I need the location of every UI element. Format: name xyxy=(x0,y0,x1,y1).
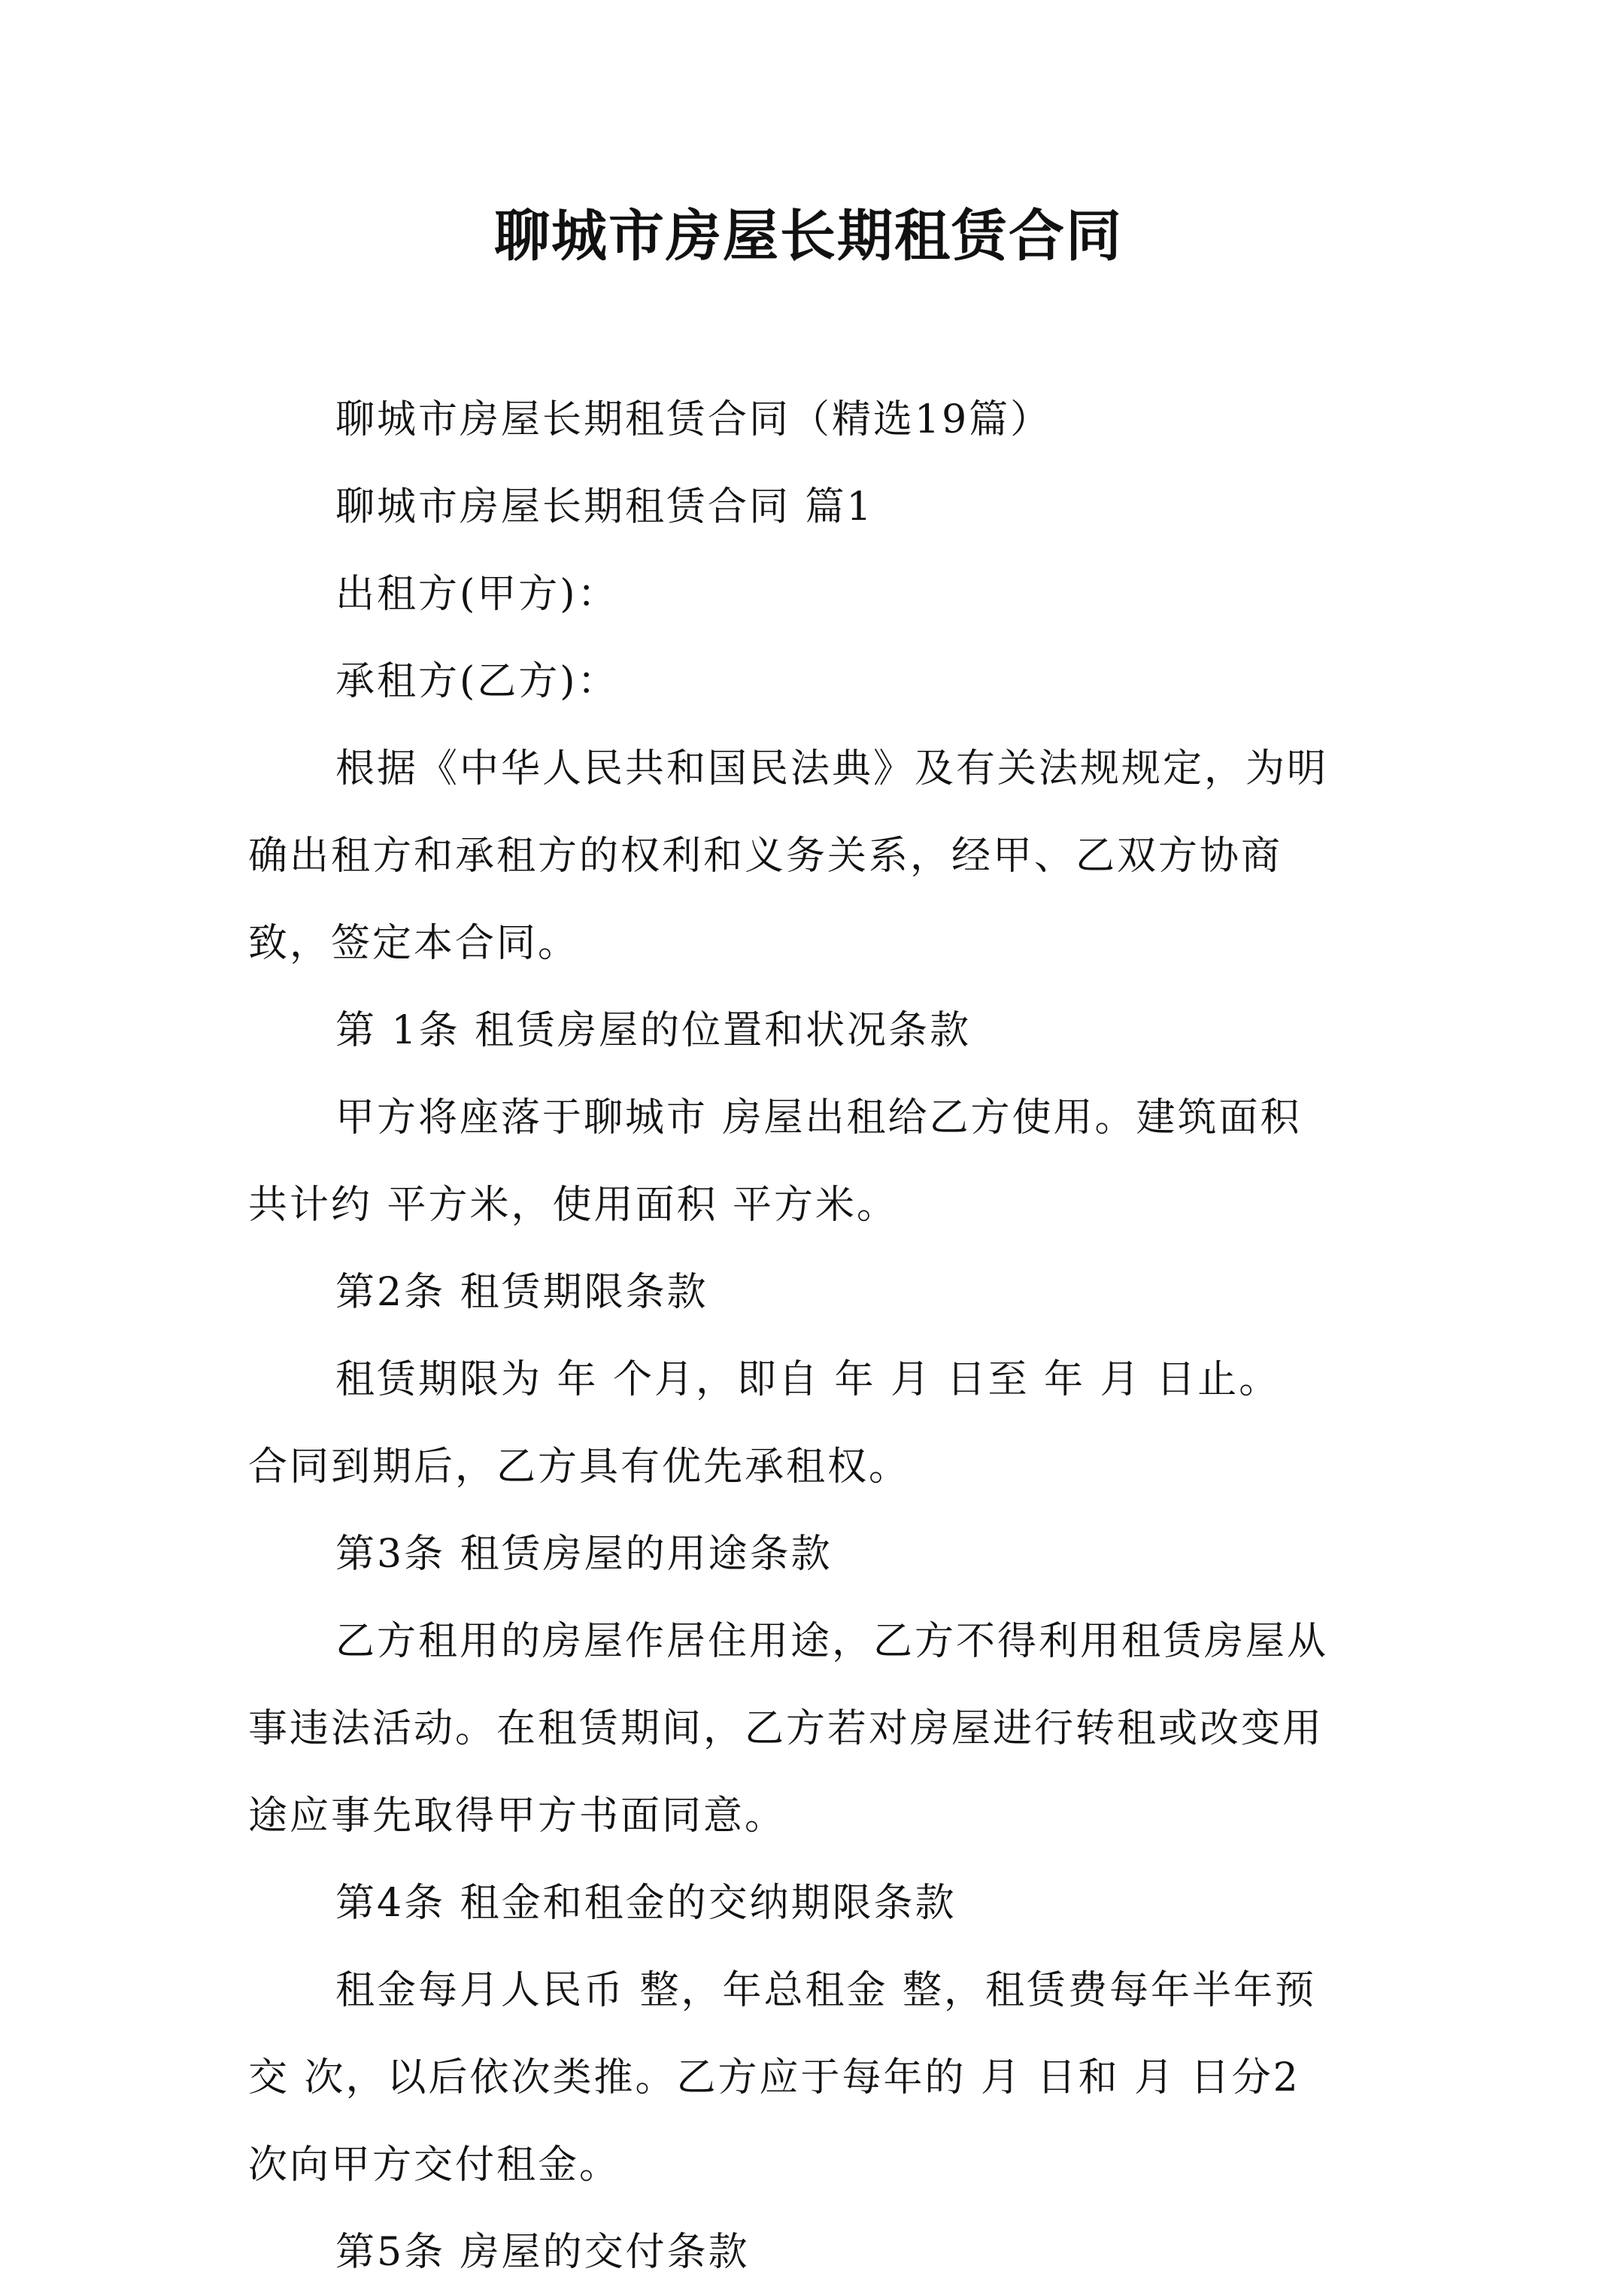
paragraph-line: 交 次，以后依次类推。乙方应于每年的 月 日和 月 日分2 xyxy=(248,2055,1300,2100)
paragraph-line: 第4条 租金和租金的交纳期限条款 xyxy=(335,1881,957,1926)
paragraph-line: 共计约 平方米，使用面积 平方米。 xyxy=(248,1183,899,1228)
document-title: 聊城市房屋长期租赁合同 xyxy=(494,204,1123,269)
paragraph-line: 甲方将座落于聊城市 房屋出租给乙方使用。建筑面积 xyxy=(335,1095,1302,1140)
paragraph-line: 次向甲方交付租金。 xyxy=(248,2143,621,2188)
paragraph-line: 事违法活动。在租赁期间，乙方若对房屋进行转租或改变用 xyxy=(248,1706,1324,1751)
paragraph-line: 第3条 租赁房屋的用途条款 xyxy=(335,1532,833,1577)
paragraph-line: 致，签定本合同。 xyxy=(248,921,580,966)
paragraph-line: 租赁期限为 年 个月，即自 年 月 日至 年 月 日止。 xyxy=(335,1357,1281,1402)
paragraph-line: 出租方(甲方)： xyxy=(335,572,619,617)
paragraph-line: 途应事先取得甲方书面同意。 xyxy=(248,1793,787,1839)
paragraph-line: 第 1条 租赁房屋的位置和状况条款 xyxy=(335,1008,972,1053)
paragraph-line: 确出租方和承租方的权利和义务关系，经甲、乙双方协商 xyxy=(248,834,1283,879)
paragraph-line: 根据《中华人民共和国民法典》及有关法规规定，为明 xyxy=(335,746,1329,791)
paragraph-line: 聊城市房屋长期租赁合同（精选19篇） xyxy=(335,397,1052,442)
paragraph-line: 承租方(乙方)： xyxy=(335,659,619,704)
document-body xyxy=(248,376,1376,2296)
paragraph-line: 乙方租用的房屋作居住用途，乙方不得利用租赁房屋从 xyxy=(335,1619,1329,1664)
paragraph-line: 租金每月人民币 整，年总租金 整，租赁费每年半年预 xyxy=(335,1968,1317,2013)
paragraph-line: 合同到期后，乙方具有优先承租权。 xyxy=(248,1444,911,1490)
paragraph-line: 聊城市房屋长期租赁合同 篇1 xyxy=(335,484,874,530)
paragraph-line: 第2条 租赁期限条款 xyxy=(335,1270,708,1315)
paragraph-line: 第5条 房屋的交付条款 xyxy=(335,2230,750,2275)
